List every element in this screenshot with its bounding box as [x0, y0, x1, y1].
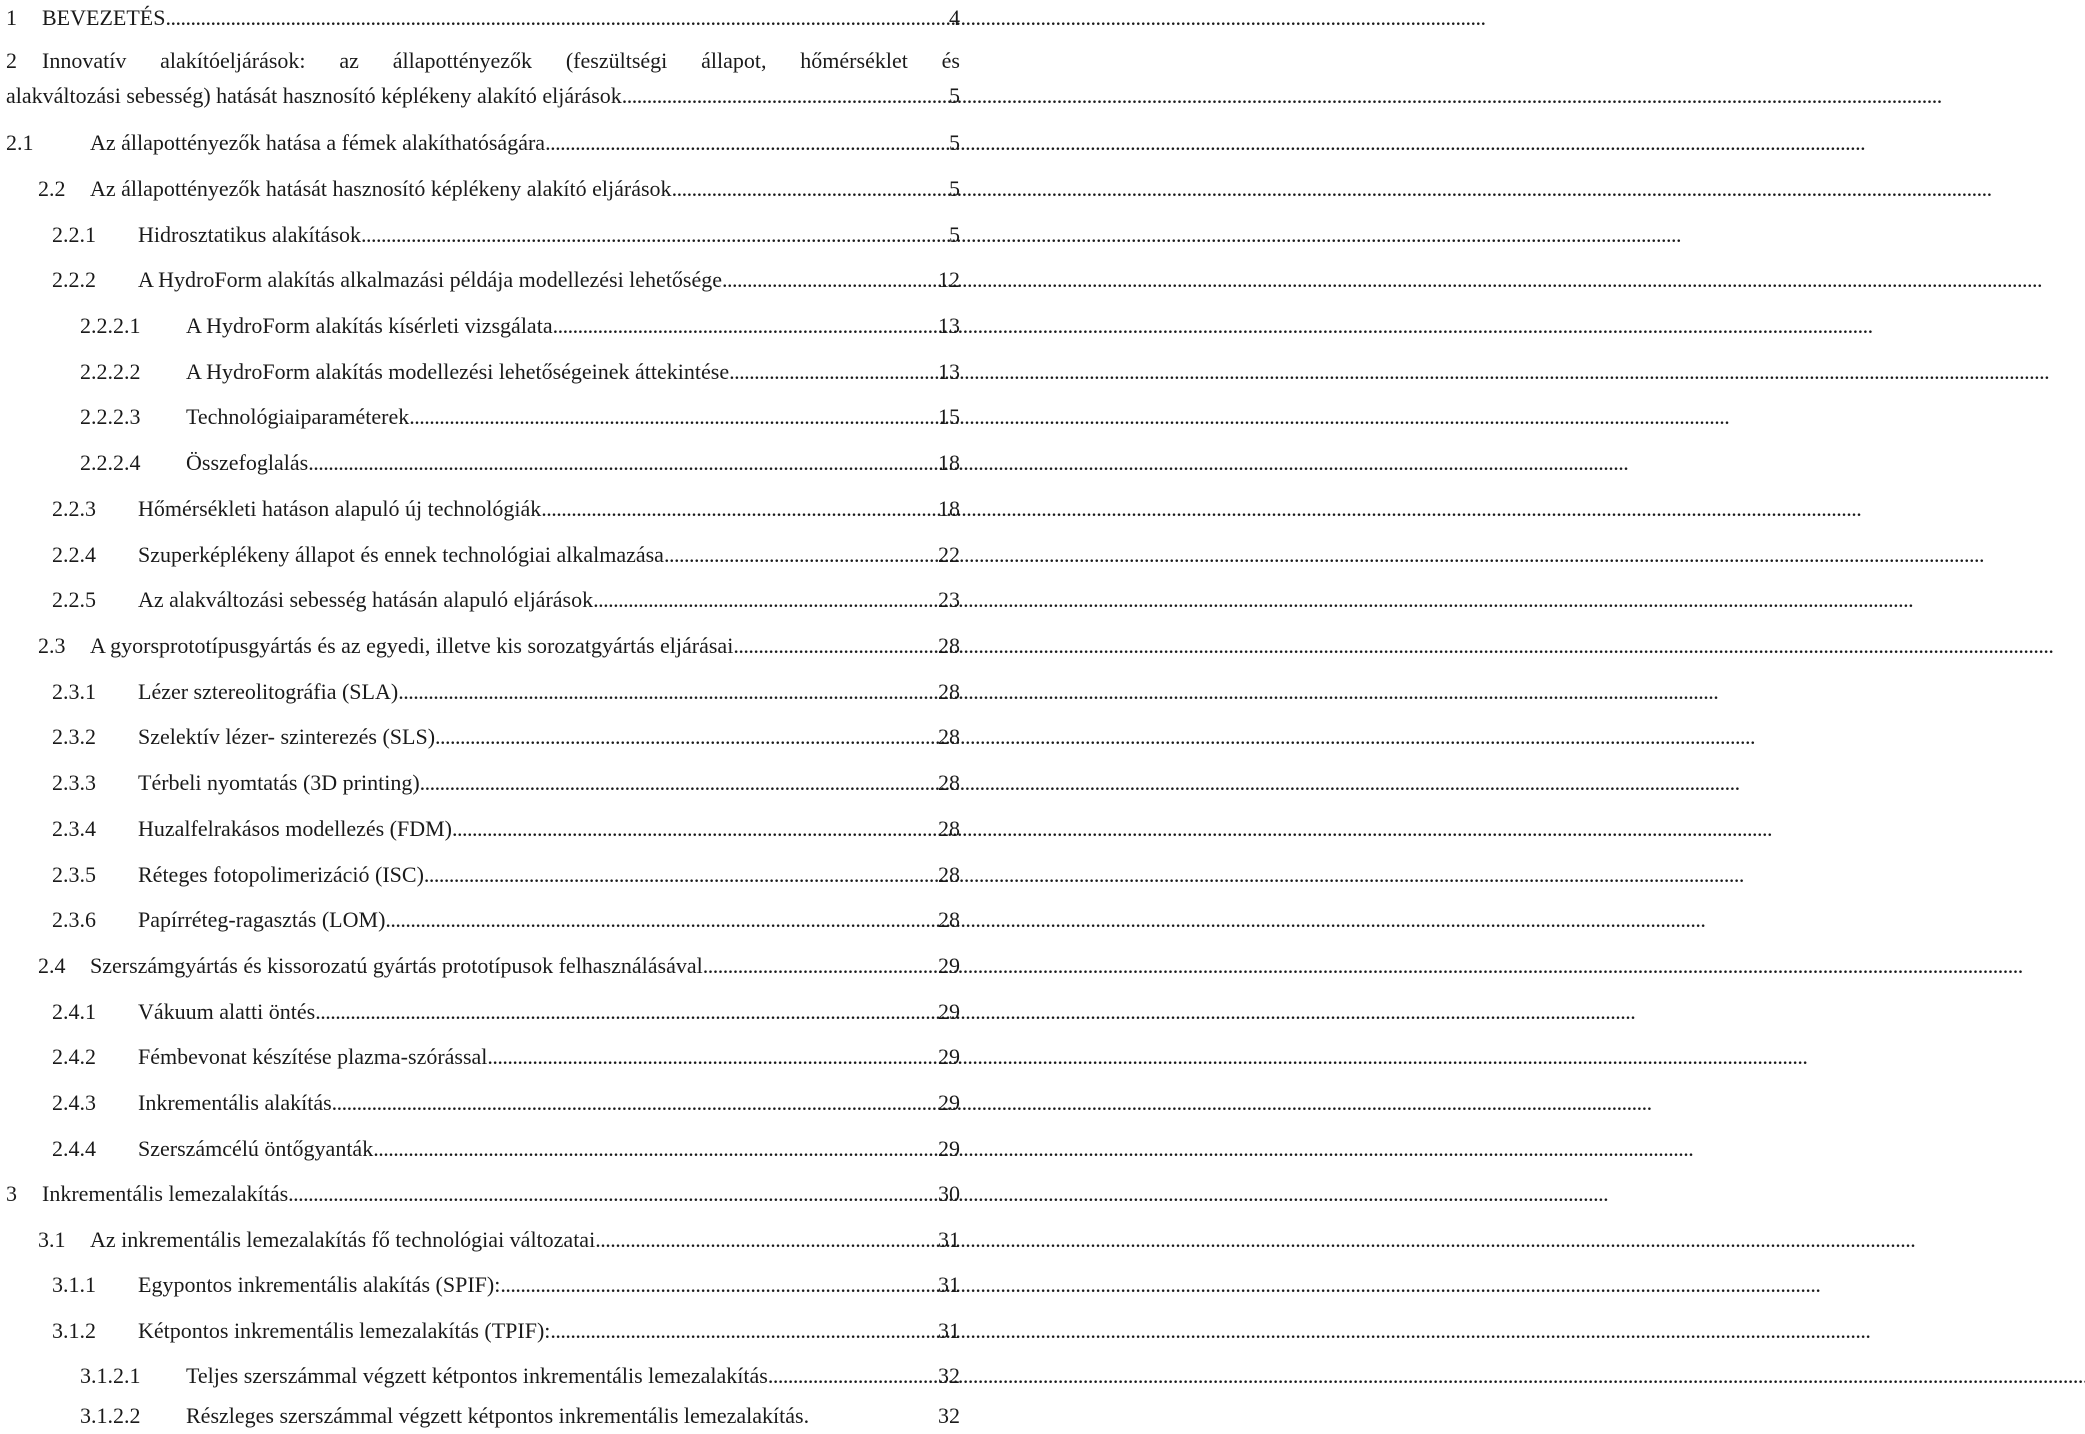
toc-entry-page: 5 [949, 176, 960, 201]
toc-entry-page: 5 [949, 222, 960, 247]
toc-entry-title: A HydroForm alakítás alkalmazási példája modellezési lehetősége [138, 267, 723, 292]
toc-entry-number: 3.1.2.1 [80, 1363, 141, 1388]
toc-entry-title: Teljes szerszámmal végzett kétpontos inkrementális lemezalakítás [186, 1363, 768, 1388]
toc-entry-page: 32 [938, 1363, 960, 1388]
toc-leader-dots [424, 860, 932, 890]
toc-leader-dots [288, 1179, 932, 1209]
toc-entry-number: 2.3.4 [52, 816, 96, 841]
toc-entry-number: 2.2.4 [52, 542, 96, 567]
toc-entry-page: 29 [938, 1044, 960, 1069]
toc-entry-page: 28 [938, 907, 960, 932]
toc-entry-page: 28 [938, 816, 960, 841]
toc-entry-page: 29 [938, 953, 960, 978]
toc-entry-number: 3.1.1 [52, 1272, 96, 1297]
toc-entry-number: 2.2.2.4 [80, 450, 141, 475]
toc-leader-dots [545, 128, 943, 158]
toc-entry[interactable] [52, 1088, 960, 1118]
toc-leader-dots [409, 402, 932, 432]
toc-entry-title: Szuperképlékeny állapot és ennek technológiai alkalmazása [138, 542, 664, 567]
toc-entry-title: Az inkrementális lemezalakítás fő technológiai változatai [90, 1227, 596, 1252]
table-of-contents [0, 0, 960, 1434]
toc-entry-page: 28 [938, 679, 960, 704]
toc-entry-page: 15 [938, 404, 960, 429]
toc-entry[interactable] [38, 951, 960, 981]
toc-entry-page: 32 [938, 1403, 960, 1428]
toc-entry[interactable] [6, 128, 960, 158]
toc-entry-number: 2.3.1 [52, 679, 96, 704]
toc-entry-page: 29 [938, 1090, 960, 1115]
toc-leader-dots [487, 1042, 932, 1072]
toc-entry-page: 30 [938, 1181, 960, 1206]
toc-entry-page: 28 [938, 862, 960, 887]
toc-leader-dots [165, 3, 943, 33]
toc-leader-dots [361, 220, 943, 250]
toc-entry-page: 22 [938, 542, 960, 567]
toc-entry[interactable] [52, 1316, 960, 1346]
toc-entry-title: A gyorsprototípusgyártás és az egyedi, illetve kis sorozatgyártás eljárásai [90, 633, 734, 658]
toc-entry-number: 2.2.3 [52, 496, 96, 521]
toc-leader-dots [768, 1361, 932, 1391]
toc-leader-dots [332, 1088, 932, 1118]
toc-entry-title: A HydroForm alakítás modellezési lehetőségeinek áttekintése [186, 359, 730, 384]
toc-entry-number: 2 [6, 48, 17, 73]
toc-entry-title: A HydroForm alakítás kísérleti vizsgálata [186, 313, 553, 338]
toc-leader-dots [398, 677, 932, 707]
toc-entry-number: 2.3.6 [52, 907, 96, 932]
toc-entry-page: 5 [949, 130, 960, 155]
toc-entry-number: 2.2.5 [52, 587, 96, 612]
toc-entry-title: Innovatív alakítóeljárások: az állapottényezők (feszültségi állapot, hőmérséklet és [42, 48, 960, 73]
toc-entry-title: Hidrosztatikus alakítások [138, 222, 362, 247]
toc-entry-title: Szerszámcélú öntőgyanták [138, 1136, 374, 1161]
toc-entry-number: 2.1 [6, 130, 34, 155]
toc-entry-page: 28 [938, 724, 960, 749]
toc-entry-title: Inkrementális lemezalakítás [42, 1181, 289, 1206]
toc-entry-page: 29 [938, 999, 960, 1024]
toc-entry[interactable] [80, 402, 960, 432]
toc-entry-title: Fémbevonat készítése plazma-szórással [138, 1044, 488, 1069]
toc-entry-number: 3.1.2 [52, 1318, 96, 1343]
toc-entry-number: 2.4.2 [52, 1044, 96, 1069]
toc-entry[interactable] [52, 997, 960, 1027]
toc-entry-page: 23 [938, 587, 960, 612]
toc-entry-page: 4 [949, 5, 960, 30]
toc-entry[interactable] [52, 1042, 960, 1072]
toc-entry-number: 2.3.2 [52, 724, 96, 749]
toc-entry-number: 2.4.3 [52, 1090, 96, 1115]
toc-entry[interactable] [80, 357, 960, 387]
toc-entry-number: 2.2.2.1 [80, 313, 141, 338]
toc-entry[interactable] [80, 1361, 960, 1391]
toc-entry-title: alakváltozási sebesség) hatását hasznosító képlékeny alakító eljárások [6, 83, 622, 108]
toc-leader-dots [541, 494, 932, 524]
toc-entry-number: 2.3 [38, 633, 66, 658]
toc-entry-page: 28 [938, 633, 960, 658]
toc-entry[interactable] [6, 3, 960, 33]
toc-leader-dots [452, 814, 932, 844]
toc-entry-number: 2.3.5 [52, 862, 96, 887]
toc-entry-title-line1 [6, 43, 960, 78]
toc-leader-dots [733, 631, 932, 661]
toc-entry[interactable] [52, 1270, 960, 1300]
toc-leader-dots [385, 905, 932, 935]
toc-entry-number: 2.4.4 [52, 1136, 96, 1161]
toc-entry-number: 2.3.3 [52, 770, 96, 795]
toc-entry-title: Szerszámgyártás és kissorozatú gyártás prototípusok felhasználásával [90, 953, 703, 978]
toc-entry-title: Inkrementális alakítás [138, 1090, 332, 1115]
toc-entry[interactable] [80, 1401, 960, 1431]
toc-entry-number: 3.1.2.2 [80, 1403, 141, 1428]
toc-entry[interactable] [52, 768, 960, 798]
toc-entry-title: Az állapottényezők hatása a fémek alakíthatóságára [90, 130, 546, 155]
toc-entry[interactable] [52, 494, 960, 524]
toc-entry-title: Az állapottényezők hatását hasznosító képlékeny alakító eljárások [90, 176, 672, 201]
toc-entry-page: 5 [949, 83, 960, 108]
toc-entry-title: Szelektív lézer- szinterezés (SLS) [138, 724, 436, 749]
toc-entry[interactable] [6, 43, 960, 113]
toc-entry-number: 3 [6, 1181, 17, 1206]
toc-entry-page: 13 [938, 313, 960, 338]
toc-leader-dots [722, 265, 932, 295]
toc-entry-page: 31 [938, 1272, 960, 1297]
toc-entry-title: Papírréteg-ragasztás (LOM) [138, 907, 386, 932]
toc-entry-title: Technológiaiparaméterek [186, 404, 410, 429]
toc-entry-page: 12 [938, 267, 960, 292]
toc-leader-dots [595, 1225, 932, 1255]
toc-entry-title: Kétpontos inkrementális lemezalakítás (TPIF): [138, 1318, 551, 1343]
toc-entry-page: 31 [938, 1227, 960, 1252]
toc-entry-title: Hőmérsékleti hatáson alapuló új technológiák [138, 496, 542, 521]
toc-entry-number: 2.2.2 [52, 267, 96, 292]
toc-entry[interactable] [52, 722, 960, 752]
toc-entry-title-line2 [6, 78, 960, 113]
toc-entry-page: 28 [938, 770, 960, 795]
toc-entry-page: 13 [938, 359, 960, 384]
toc-leader-dots [622, 78, 943, 113]
toc-entry[interactable] [52, 677, 960, 707]
toc-leader-dots [420, 768, 932, 798]
toc-entry-title: Vákuum alatti öntés [138, 999, 316, 1024]
toc-entry-number: 2.4.1 [52, 999, 96, 1024]
toc-entry-number: 2.2 [38, 176, 66, 201]
toc-entry-page: 18 [938, 450, 960, 475]
toc-leader-dots [593, 585, 932, 615]
toc-leader-dots [553, 311, 932, 341]
toc-entry-title: Huzalfelrakásos modellezés (FDM) [138, 816, 453, 841]
toc-entry[interactable] [52, 265, 960, 295]
toc-entry[interactable] [52, 814, 960, 844]
toc-entry-page: 18 [938, 496, 960, 521]
toc-entry[interactable] [38, 631, 960, 661]
toc-entry-title: Az alakváltozási sebesség hatásán alapuló eljárások [138, 587, 594, 612]
toc-leader-dots [373, 1134, 932, 1164]
toc-leader-dots [703, 951, 932, 981]
toc-entry[interactable] [52, 585, 960, 615]
toc-entry[interactable] [38, 174, 960, 204]
toc-leader-dots [315, 997, 932, 1027]
toc-leader-dots [435, 722, 932, 752]
toc-entry-title: Összefoglalás [186, 450, 309, 475]
toc-entry-number: 3.1 [38, 1227, 66, 1252]
toc-leader-dots [308, 448, 932, 478]
toc-entry[interactable] [38, 1225, 960, 1255]
toc-leader-dots [664, 540, 932, 570]
toc-entry[interactable] [52, 905, 960, 935]
toc-entry-title: Térbeli nyomtatás (3D printing) [138, 770, 420, 795]
toc-entry-page: 31 [938, 1318, 960, 1343]
toc-entry-title: Részleges szerszámmal végzett kétpontos inkrementális lemezalakítás. [186, 1403, 810, 1428]
toc-entry-number: 2.2.2.2 [80, 359, 141, 384]
toc-entry[interactable] [52, 860, 960, 890]
toc-entry-page: 29 [938, 1136, 960, 1161]
toc-entry-number: 2.2.2.3 [80, 404, 141, 429]
toc-leader-dots [500, 1270, 932, 1300]
toc-entry-title: BEVEZETÉS [42, 5, 166, 30]
toc-entry[interactable] [52, 1134, 960, 1164]
toc-leader-dots [729, 357, 932, 387]
toc-entry-title: Lézer sztereolitográfia (SLA) [138, 679, 399, 704]
toc-entry-number: 1 [6, 5, 17, 30]
toc-entry[interactable] [80, 311, 960, 341]
toc-entry[interactable] [6, 1179, 960, 1209]
toc-entry-title: Réteges fotopolimerizáció (ISC) [138, 862, 424, 887]
toc-entry-number: 2.2.1 [52, 222, 96, 247]
toc-leader-dots [672, 174, 943, 204]
toc-leader-dots [550, 1316, 932, 1346]
toc-entry[interactable] [52, 220, 960, 250]
toc-entry[interactable] [80, 448, 960, 478]
toc-entry-number: 2.4 [38, 953, 66, 978]
toc-entry[interactable] [52, 540, 960, 570]
toc-entry-title: Egypontos inkrementális alakítás (SPIF): [138, 1272, 501, 1297]
